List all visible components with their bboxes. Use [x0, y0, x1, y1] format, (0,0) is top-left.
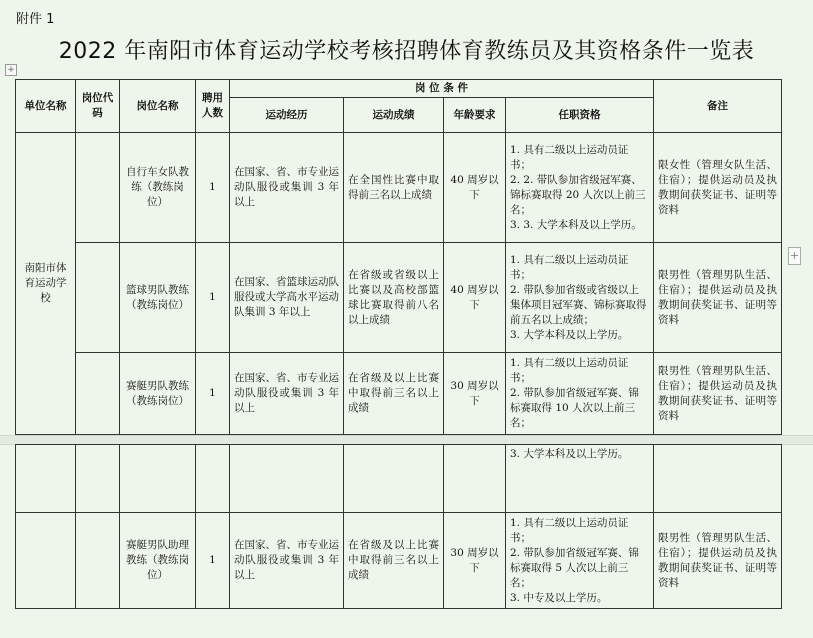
header-age: 年龄要求	[444, 98, 506, 133]
quals-cell	[506, 445, 654, 513]
hire-count-cell: 1	[196, 513, 230, 609]
sport-exp-cell: 在国家、省、市专业运动队服役或集训 3 年以上	[230, 133, 344, 243]
table-move-handle-icon[interactable]: +	[5, 64, 17, 76]
remarks-cell: 限男性（管理男队生活、住宿）；提供运动员及执教期间获奖证书、证明等资料	[654, 513, 782, 609]
qual-line: 1. 具有二级以上运动员证书；	[510, 357, 629, 384]
header-sport-result: 运动成绩	[344, 98, 444, 133]
sport-exp-cell: 在国家、省、市专业运动队服役或集训 3 年以上	[230, 353, 344, 435]
table-row	[16, 445, 782, 513]
quals-cell	[506, 353, 654, 435]
header-post-name: 岗位名称	[120, 80, 196, 133]
sport-result-cell: 在省级及以上比赛中取得前三名以上成绩	[344, 353, 444, 435]
hire-count-cell: 1	[196, 243, 230, 353]
qual-line: 3. 中专及以上学历。	[510, 591, 608, 604]
post-name-cell: 篮球男队教练（教练岗位）	[120, 243, 196, 353]
sport-result-cell: 在全国性比赛中取得前三名以上成绩	[344, 133, 444, 243]
qual-line: 2. 带队参加省级或省级以上集体项目冠军赛、锦标赛取得前五名以上成绩；	[510, 283, 647, 326]
recruitment-table-continued	[15, 444, 782, 609]
hire-count-cell	[196, 445, 230, 513]
hire-count-cell: 1	[196, 353, 230, 435]
add-row-handle-icon[interactable]: +	[788, 247, 801, 265]
post-code-cell	[76, 133, 120, 243]
annex-label: 附件 1	[16, 12, 55, 27]
qual-line: 3. 大学本科及以上学历。	[510, 448, 629, 460]
sport-result-cell: 在省级及以上比赛中取得前三名以上成绩	[344, 513, 444, 609]
post-code-cell	[76, 513, 120, 609]
post-name-cell: 赛艇男队助理教练（教练岗位）	[120, 513, 196, 609]
header-conditions: 岗 位 条 件	[230, 80, 654, 98]
header-post-code: 岗位代码	[76, 80, 120, 133]
table-row	[16, 133, 782, 243]
sport-exp-cell: 在国家、省篮球运动队服役或大学高水平运动队集训 3 年以上	[230, 243, 344, 353]
document-title: 2022 年南阳市体育运动学校考核招聘体育教练员及其资格条件一览表	[58, 39, 755, 64]
remarks-cell: 限男性（管理男队生活、住宿）；提供运动员及执教期间获奖证书、证明等资料	[654, 243, 782, 353]
recruitment-table	[15, 79, 782, 435]
age-cell	[444, 445, 506, 513]
quals-cell	[506, 133, 654, 243]
quals-cell	[506, 243, 654, 353]
header-quals: 任职资格	[506, 98, 654, 133]
remarks-cell: 限男性（管理男队生活、住宿）；提供运动员及执教期间获奖证书、证明等资料	[654, 353, 782, 435]
sport-exp-cell: 在国家、省、市专业运动队服役或集训 3 年以上	[230, 513, 344, 609]
qual-line: 3. 3. 大学本科及以上学历。	[510, 218, 642, 231]
qual-line: 2. 带队参加省级冠军赛、锦标赛取得 5 人次以上前三名；	[510, 546, 639, 589]
table-row	[16, 353, 782, 435]
header-remarks: 备注	[654, 80, 782, 133]
sport-result-cell: 在省级或省级以上比赛以及高校部篮球比赛取得前八名以上成绩	[344, 243, 444, 353]
post-code-cell	[76, 243, 120, 353]
qual-line: 2. 2. 带队参加省级冠军赛、锦标赛取得 20 人次以上前三名；	[510, 173, 646, 216]
header-hire-count: 聘用人数	[196, 80, 230, 133]
post-name-cell	[120, 445, 196, 513]
remarks-cell	[654, 445, 782, 513]
unit-name-cell: 南阳市体育运动学校	[16, 133, 76, 435]
qual-line: 1. 具有二级以上运动员证书；	[510, 516, 629, 544]
post-code-cell	[76, 353, 120, 435]
sport-exp-cell	[230, 445, 344, 513]
header-unit: 单位名称	[16, 80, 76, 133]
post-code-cell	[76, 445, 120, 513]
remarks-cell: 限女性（管理女队生活、住宿）；提供运动员及执教期间获奖证书、证明等资料	[654, 133, 782, 243]
age-cell: 40 周岁以下	[444, 133, 506, 243]
sport-result-cell	[344, 445, 444, 513]
post-name-cell: 赛艇男队教练（教练岗位）	[120, 353, 196, 435]
age-cell: 30 周岁以下	[444, 513, 506, 609]
hire-count-cell: 1	[196, 133, 230, 243]
age-cell: 40 周岁以下	[444, 243, 506, 353]
qual-line: 1. 具有二级以上运动员证书；	[510, 253, 629, 281]
header-sport-exp: 运动经历	[230, 98, 344, 133]
age-cell: 30 周岁以下	[444, 353, 506, 435]
table-row	[16, 243, 782, 353]
quals-cell	[506, 513, 654, 609]
qual-line: 1. 具有二级以上运动员证书；	[510, 143, 629, 171]
unit-name-cell	[16, 513, 76, 609]
post-name-cell: 自行车女队教练（教练岗位）	[120, 133, 196, 243]
qual-line: 2. 带队参加省级冠军赛、锦标赛取得 10 人次以上前三名；	[510, 387, 639, 429]
table-row	[16, 513, 782, 609]
qual-line: 3. 大学本科及以上学历。	[510, 328, 629, 341]
unit-name-cell	[16, 445, 76, 513]
